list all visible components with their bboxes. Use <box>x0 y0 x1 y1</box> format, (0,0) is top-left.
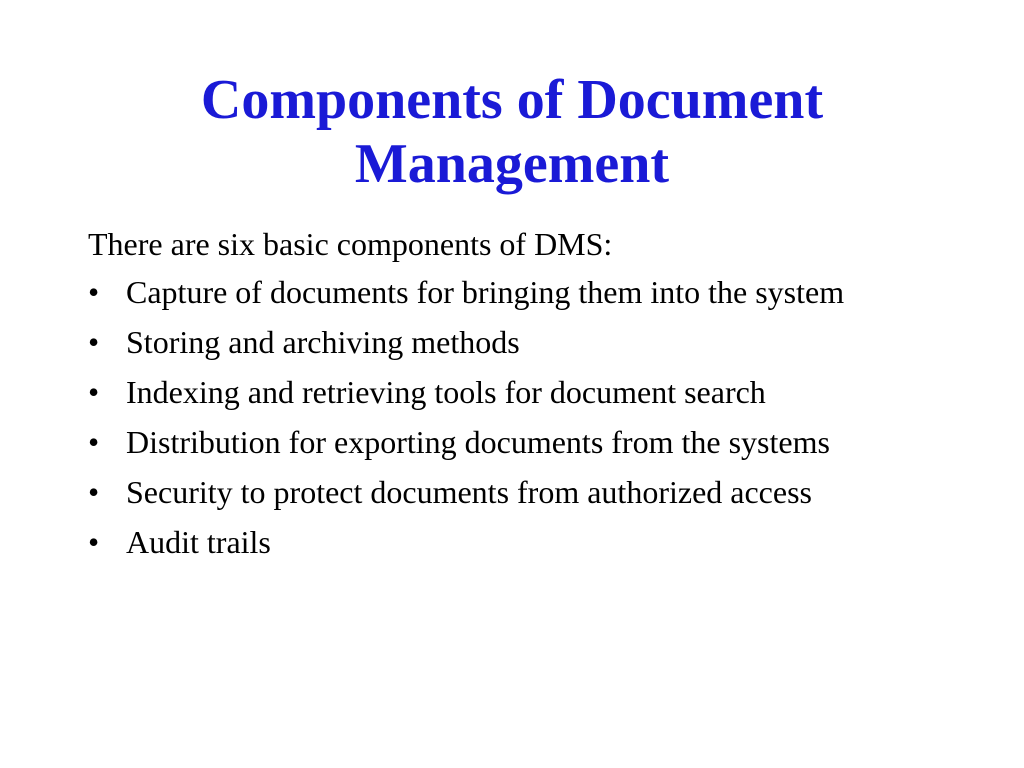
bullet-item-indexing <box>88 374 968 410</box>
bullet-icon: • <box>88 524 100 560</box>
bullet-icon: • <box>88 474 100 510</box>
bullet-icon: • <box>88 324 100 360</box>
bullet-icon: • <box>88 374 100 410</box>
bullet-list <box>88 274 968 560</box>
slide-body <box>88 226 968 574</box>
bullet-text: Distribution for exporting documents from the systems <box>126 424 830 460</box>
bullet-icon: • <box>88 424 100 460</box>
intro-text: There are six basic components of DMS: <box>88 226 613 262</box>
bullet-text: Security to protect documents from authorized access <box>126 474 812 510</box>
bullet-item-storing <box>88 324 968 360</box>
bullet-text: Capture of documents for bringing them into the system <box>126 274 845 310</box>
bullet-icon: • <box>88 274 100 310</box>
slide-title-line-1: Components of Document <box>200 69 824 131</box>
bullet-item-distribution <box>88 424 968 460</box>
bullet-item-capture <box>88 274 968 310</box>
slide-title-line-2: Management <box>354 133 670 195</box>
bullet-item-audit <box>88 524 968 560</box>
bullet-text: Storing and archiving methods <box>126 324 520 360</box>
bullet-item-security <box>88 474 968 510</box>
bullet-text: Indexing and retrieving tools for document search <box>126 374 766 410</box>
slide-title <box>0 68 1024 196</box>
bullet-text: Audit trails <box>126 524 271 560</box>
